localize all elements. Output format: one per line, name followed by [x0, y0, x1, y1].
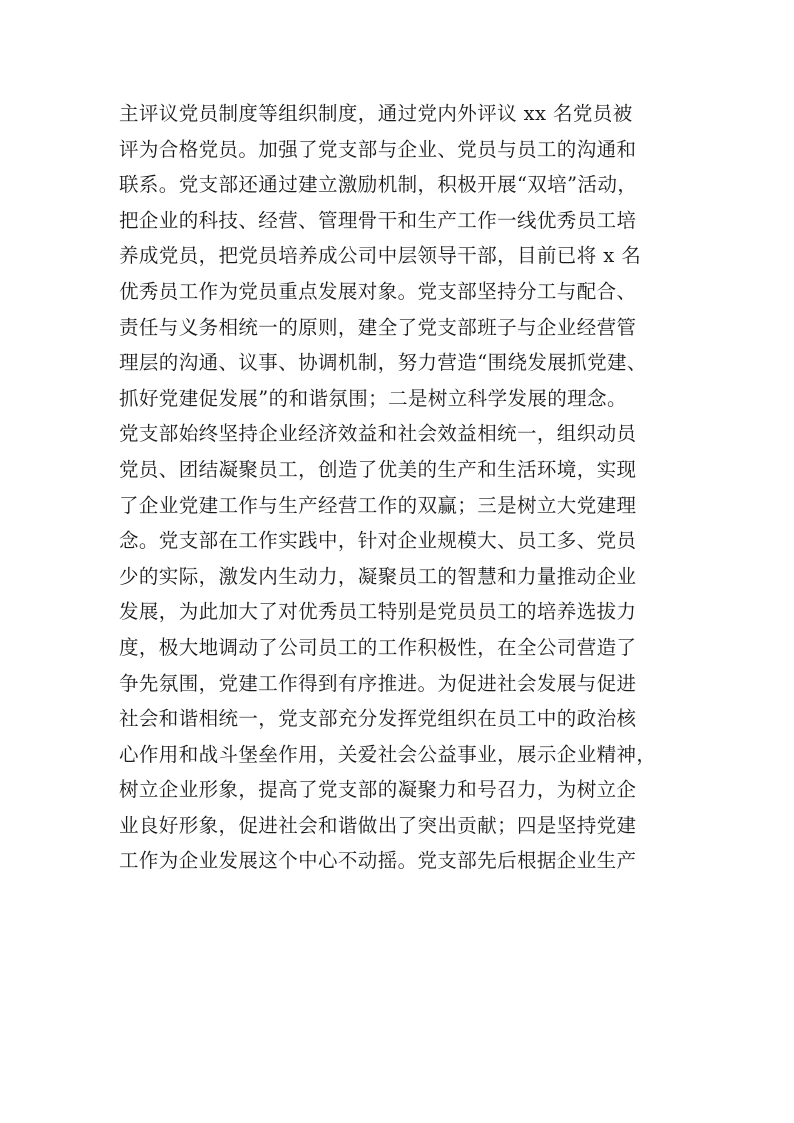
- text-line: 理层的沟通、议事、协调机制，努力营造“围绕发展抓党建、: [119, 351, 647, 375]
- text-line: 优秀员工作为党员重点发展对象。党支部坚持分工与配合、: [119, 279, 637, 303]
- text-line: 评为合格党员。加强了党支部与企业、党员与员工的沟通和: [119, 137, 637, 161]
- text-line: 工作为企业发展这个中心不动摇。党支部先后根据企业生产: [119, 849, 637, 873]
- text-line: 争先氛围，党建工作得到有序推进。为促进社会发展与促进: [119, 671, 637, 695]
- text-line: 党员、团结凝聚员工，创造了优美的生产和生活环境，实现: [119, 457, 637, 481]
- text-line: 树立企业形象，提高了党支部的凝聚力和号召力，为树立企: [119, 778, 637, 802]
- text-line: 念。党支部在工作实践中，针对企业规模大、员工多、党员: [119, 529, 637, 553]
- text-line: 养成党员，把党员培养成公司中层领导干部，目前已将 x 名: [119, 244, 642, 268]
- text-line: 把企业的科技、经营、管理骨干和生产工作一线优秀员工培: [119, 208, 637, 232]
- text-line: 发展，为此加大了对优秀员工特别是党员员工的培养选拔力: [119, 600, 637, 624]
- text-line: 业良好形象，促进社会和谐做出了突出贡献；四是坚持党建: [119, 813, 637, 837]
- text-line: 党支部始终坚持企业经济效益和社会效益相统一，组织动员: [119, 422, 637, 446]
- text-line: 责任与义务相统一的原则，建全了党支部班子与企业经营管: [119, 315, 637, 339]
- body-text: [119, 96, 719, 879]
- text-line: 社会和谐相统一，党支部充分发挥党组织在员工中的政治核: [119, 707, 637, 731]
- text-line: 联系。党支部还通过建立激励机制，积极开展“双培”活动，: [119, 173, 638, 197]
- text-line: 度，极大地调动了公司员工的工作积极性，在全公司营造了: [119, 635, 637, 659]
- text-line: 少的实际，激发内生动力，凝聚员工的智慧和力量推动企业: [119, 564, 637, 588]
- text-line: 抓好党建促发展”的和谐氛围；二是树立科学发展的理念。: [119, 386, 627, 410]
- text-line: 主评议党员制度等组织制度，通过党内外评议 xx 名党员被: [119, 102, 633, 125]
- text-line: 了企业党建工作与生产经营工作的双赢；三是树立大党建理: [119, 493, 637, 517]
- text-line: 心作用和战斗堡垒作用，关爱社会公益事业，展示企业精神，: [119, 742, 657, 766]
